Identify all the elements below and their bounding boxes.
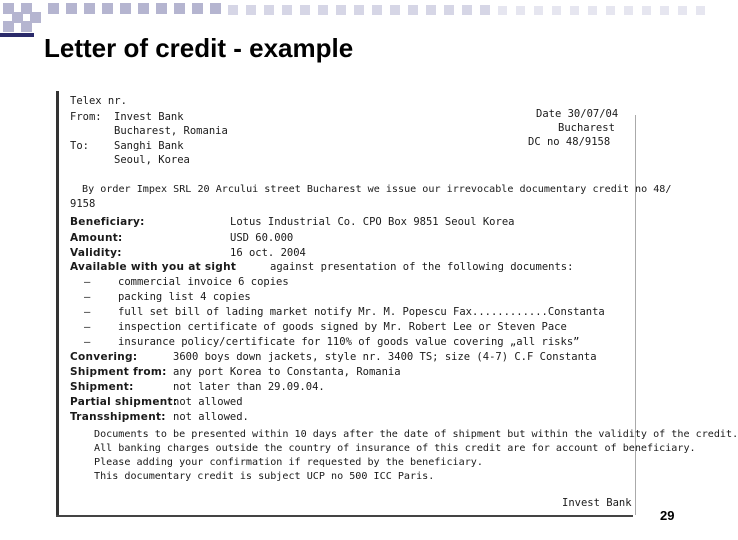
- condition-line: Documents to be presented within 10 days after the date of shipment but within the validity of the credit.: [94, 429, 738, 440]
- document-item: packing list 4 copies: [118, 291, 251, 303]
- credit-date: Date 30/07/04: [536, 108, 619, 120]
- document-dash: –: [84, 321, 91, 333]
- document-item: insurance policy/certificate for 110% of goods value covering „all risks”: [118, 336, 580, 348]
- covering-value: 3600 boys down jackets, style nr. 3400 TS; size (4-7) C.F Constanta: [173, 351, 597, 363]
- document-item: commercial invoice 6 copies: [118, 276, 289, 288]
- shipment-from-label: Shipment from:: [70, 366, 167, 378]
- telex-number-label: Telex nr.: [70, 95, 127, 107]
- intro-line-2: 9158: [70, 198, 96, 210]
- beneficiary-label: Beneficiary:: [70, 216, 145, 228]
- covering-label: Convering:: [70, 351, 138, 363]
- to-city: Seoul, Korea: [114, 154, 190, 166]
- telex-body: [56, 85, 738, 517]
- shipment-value: not later than 29.09.04.: [173, 381, 325, 393]
- document-dash: –: [84, 306, 91, 318]
- partial-shipment-value: not allowed: [173, 396, 243, 408]
- to-label: To:: [70, 140, 89, 152]
- signature-bank: Invest Bank: [562, 497, 632, 509]
- letter-of-credit-telex-scan: [56, 85, 738, 517]
- partial-shipment-label: Partial shipment:: [70, 396, 178, 408]
- beneficiary-value: Lotus Industrial Co. CPO Box 9851 Seoul Korea: [230, 216, 515, 228]
- intro-line-1: By order Impex SRL 20 Arcului street Bucharest we issue our irrevocable documentary credit no 48/: [82, 184, 672, 195]
- shipment-label: Shipment:: [70, 381, 134, 393]
- issuing-city: Bucharest: [558, 122, 615, 134]
- from-bank: Invest Bank: [114, 111, 184, 123]
- page-number: 29: [660, 508, 675, 523]
- transshipment-label: Transshipment:: [70, 411, 166, 423]
- document-item: inspection certificate of goods signed by Mr. Robert Lee or Steven Pace: [118, 321, 567, 333]
- condition-line: Please adding your confirmation if requested by the beneficiary.: [94, 457, 483, 468]
- document-item: full set bill of lading market notify Mr. M. Popescu Fax............Constanta: [118, 306, 605, 318]
- available-rest: against presentation of the following documents:: [270, 261, 574, 273]
- validity-value: 16 oct. 2004: [230, 247, 306, 259]
- from-city: Bucharest, Romania: [114, 125, 228, 137]
- slide-title: Letter of credit - example: [44, 33, 354, 63]
- document-dash: –: [84, 291, 91, 303]
- document-dash: –: [84, 276, 91, 288]
- condition-line: This documentary credit is subject UCP no 500 ICC Paris.: [94, 471, 435, 482]
- validity-label: Validity:: [70, 247, 122, 259]
- from-label: From:: [70, 111, 102, 123]
- to-bank: Sanghi Bank: [114, 140, 184, 152]
- condition-line: All banking charges outside the country of insurance of this credit are for account of beneficiary.: [94, 443, 696, 454]
- shipment-from-value: any port Korea to Constanta, Romania: [173, 366, 401, 378]
- dc-number: DC no 48/9158: [528, 136, 611, 148]
- available-label: Available with you at sight: [70, 261, 237, 273]
- amount-label: Amount:: [70, 232, 123, 244]
- amount-value: USD 60.000: [230, 232, 294, 244]
- transshipment-value: not allowed.: [173, 411, 249, 423]
- document-dash: –: [84, 336, 91, 348]
